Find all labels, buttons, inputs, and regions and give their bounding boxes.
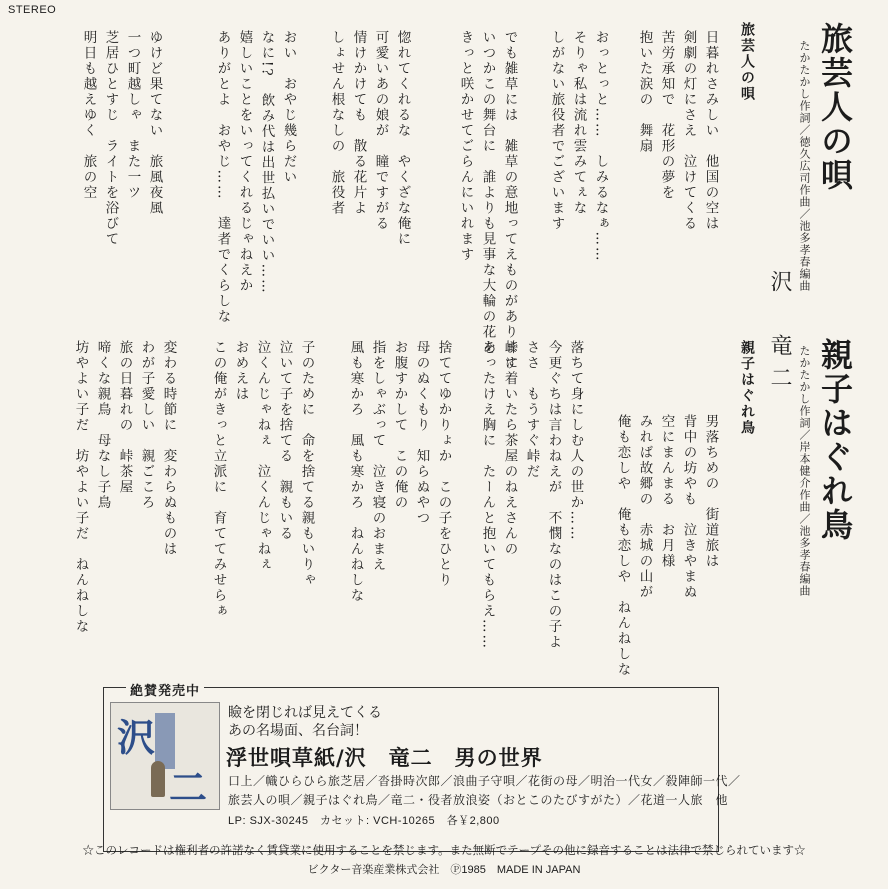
lyric-line: 一つ町越しゃ また一ツ — [124, 30, 141, 201]
song1-credit: たかたかし作詞／徳久広司作曲／池多孝春編曲 — [798, 40, 811, 292]
lyric-line: そりゃ私は流れ雲みてぇな — [570, 30, 587, 216]
lyric-line: 落ちて身にしむ人の世か…… — [567, 340, 584, 542]
company-line: ビクター音楽産業株式会社 Ⓟ1985 MADE IN JAPAN — [307, 864, 581, 876]
lyric-line: わが子愛しい 親ごころ — [138, 340, 155, 511]
song2-title: 親子はぐれ鳥 — [816, 338, 854, 542]
jacket-char: 沢 — [117, 715, 156, 760]
lyric-line: 俺も恋しや 俺も恋しや ねんねしな — [614, 414, 631, 678]
lyric-line: 捨ててゆかりょか この子をひとり — [435, 340, 452, 588]
lyric-line: この俺がきっと立派に 育ててみせらぁ — [210, 340, 227, 619]
lyric-line: ありがとよ おやじ…… 達者でくらしな — [214, 30, 231, 325]
lyric-line: 嬉しいことをいってくれるじゃねえか — [236, 30, 253, 294]
lyric-line: いつかこの舞台に 誰よりも見事な大輪の花を — [479, 30, 496, 356]
lyric-line: しょせん根なしの 旅役者 — [328, 30, 345, 216]
lyric-line: 苦労承知で 花形の夢を — [658, 30, 675, 201]
lyric-line: みれば故郷の 赤城の山が — [636, 414, 653, 600]
lyric-line: 日暮れさみしい 他国の空は — [702, 30, 719, 232]
album-jacket-image — [110, 702, 220, 810]
lyric-line: 旅の日暮れの 峠茶屋 — [116, 340, 133, 495]
lyric-line: お腹すかして この俺の — [391, 340, 408, 511]
copyright-notice: ☆このレコードは権利者の許諾なく賃貸業に使用することを禁じます。また無断でテープその他に録音することは法律で禁じられています☆ — [82, 843, 806, 857]
lyric-line: あったけえ胸に たーんと抱いてもらえ…… — [479, 340, 496, 650]
song1-title: 旅芸人の唄 — [816, 22, 854, 192]
lyric-line: 指をしゃぶって 泣き寝のおまえ — [369, 340, 386, 573]
lyric-line: 可愛いあの娘が 瞳ですがる — [372, 30, 389, 232]
lyric-line: 母のぬくもり 知らぬやつ — [413, 340, 430, 526]
lyric-line: 抱いた涙の 舞扇 — [636, 30, 653, 154]
advert-album-title: 浮世唄草紙/沢 竜二 男の世界 — [226, 745, 543, 770]
song1-subtitle: 旅芸人の唄 — [739, 22, 755, 102]
lyric-line: 風も寒かろ 風も寒かろ ねんねしな — [347, 340, 364, 604]
lyric-line: しがない旅役者でございます — [548, 30, 565, 232]
lyric-line: おめえは — [232, 340, 249, 402]
stereo-label: STEREO — [8, 4, 57, 16]
lyric-line: おっとっと…… しみるなぁ…… — [592, 30, 609, 263]
song2-credit: たかたかし作詞／岸本健介作曲／池多孝春編曲 — [798, 345, 811, 597]
lyric-line: 泣くんじゃねぇ 泣くんじゃねぇ — [254, 340, 271, 573]
lyric-line: 変わる時節に 変わらぬものは — [160, 340, 177, 557]
advert-tagline-1: 瞼を閉じれば見えてくる — [228, 705, 382, 721]
lyric-line: きっと咲かせてごらんにいれます — [457, 30, 474, 263]
lyric-line: 惚れてくれるな やくざな俺に — [394, 30, 411, 247]
lyric-line: 背中の坊やも 泣きやまぬ — [680, 414, 697, 600]
lyric-line: 峠に着いたら茶屋のねえさんの — [501, 340, 518, 557]
advert-tagline-2: あの名場面、名台詞！ — [228, 723, 368, 739]
lyric-line: 泣いて子を捨てる 親もいる — [276, 340, 293, 542]
lyric-line: おい おやじ幾らだい — [280, 30, 297, 185]
song2-subtitle: 親子はぐれ鳥 — [739, 340, 755, 436]
advert-tracklist-2: 旅芸人の唄／親子はぐれ鳥／竜二・役者放浪姿（おとこのたびすがた）／花道一人旅 他 — [228, 793, 729, 807]
lyric-line: 啼くな親鳥 母なし子鳥 — [94, 340, 111, 511]
jacket-figure — [151, 761, 165, 797]
advert-tracklist-1: 口上／幟ひらひら旅芝居／沓掛時次郎／浪曲子守唄／花街の母／明治一代女／殺陣師一代／ — [228, 774, 741, 788]
lyric-line: 剣劇の灯にさえ 泣けてくる — [680, 30, 697, 232]
lyric-line: 今更ぐちは言わねえが 不憫なのはこの子よ — [545, 340, 562, 650]
lyric-line: でも雑草には 雑草の意地ってえものがあります — [501, 30, 518, 371]
lyric-line: なに!? 飲み代は出世払いでいい…… — [258, 30, 275, 295]
lyric-line: 明日も越えゆく 旅の空 — [80, 30, 97, 201]
lyric-line: ゆけど果てない 旅風夜風 — [146, 30, 163, 216]
lyric-line: 芝居ひとすじ ライトを浴びて — [102, 30, 119, 247]
advert-header: 絶賛発売中 — [126, 680, 204, 699]
lyric-line: 男落ちめの 街道旅は — [702, 414, 719, 569]
advert-catalog-info: LP: SJX-30245 カセット: VCH-10265 各￥2,800 — [228, 815, 500, 827]
lyric-line: 情けかけても 散る花片よ — [350, 30, 367, 216]
lyric-line: ささ もうすぐ峠だ — [523, 340, 540, 480]
lyric-line: 空にまんまる お月様 — [658, 414, 675, 569]
lyric-line: 坊やよい子だ 坊やよい子だ ねんねしな — [72, 340, 89, 635]
lyric-line: 子のために 命を捨てる親もいりゃ — [298, 340, 315, 588]
jacket-char: 二 — [169, 765, 208, 810]
artist-name: 沢 竜二 — [767, 270, 792, 398]
